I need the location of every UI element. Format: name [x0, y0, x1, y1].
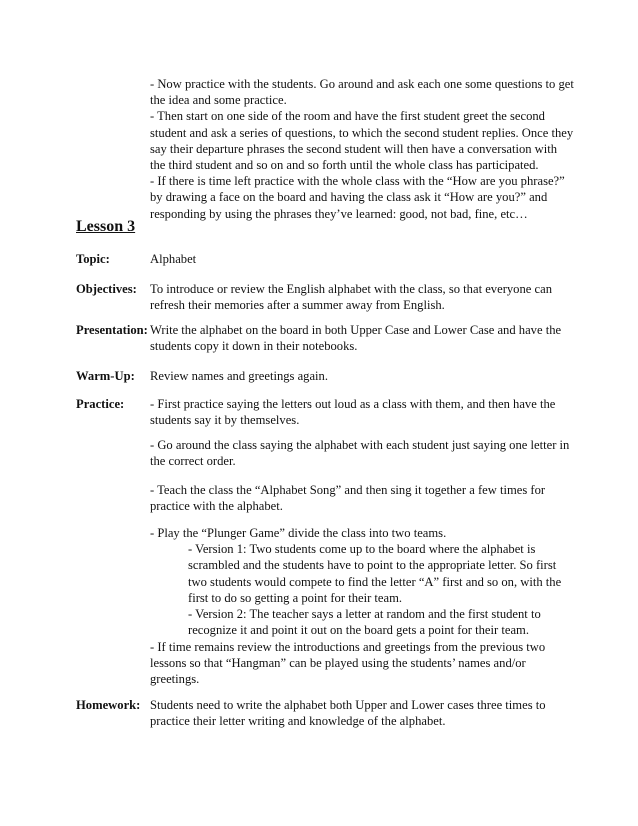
practice-paragraph-2: - Go around the class saying the alphabet with each student just saying one letter in the correct order.	[150, 438, 570, 469]
warmup-text: Review names and greetings again.	[150, 369, 329, 383]
presentation-label: Presentation:	[76, 323, 148, 337]
topic-text: Alphabet	[150, 252, 197, 266]
objectives-label: Objectives:	[76, 282, 137, 296]
intro-block	[150, 76, 575, 222]
topic-label: Topic:	[76, 252, 110, 266]
lesson-title: Lesson 3	[76, 218, 136, 235]
homework-label: Homework:	[76, 698, 141, 712]
intro-line-3: - If there is time left practice with the whole class with the “How are you phrase?” by drawing a face on the board and having the class ask it “How are you?” and responding by using the phrases they’ve learned: good, not bad, fine, etc…	[150, 174, 565, 221]
presentation-text: Write the alphabet on the board in both Upper Case and Lower Case and have the students copy it down in their notebooks.	[150, 323, 562, 354]
practice-paragraph-3: - Teach the class the “Alphabet Song” and then sing it together a few times for practice with the alphabet.	[150, 483, 546, 514]
intro-line-1: - Now practice with the students. Go around and ask each one some questions to get the idea and some practice.	[150, 77, 574, 108]
intro-line-2: - Then start on one side of the room and have the first student greet the second student and ask a series of questions, to which the second student replies. Once they say their departure phrases the second student will then have a conversation with the third student and so on and so forth until the whole class has participated.	[150, 109, 574, 173]
practice-paragraph-4	[150, 525, 575, 638]
homework-text: Students need to write the alphabet both Upper and Lower cases three times to practice their letter writing and knowledge of the alphabet.	[150, 698, 546, 729]
practice-paragraph-1: - First practice saying the letters out loud as a class with them, and then have the students say it by themselves.	[150, 397, 556, 428]
warmup-label: Warm-Up:	[76, 369, 135, 383]
practice-paragraph-5: - If time remains review the introductions and greetings from the previous two lessons so that “Hangman” can be played using the students’ names and/or greetings.	[150, 640, 546, 687]
plunger-version-1: - Version 1: Two students come up to the board where the alphabet is scrambled and the students have to point to the appropriate letter. So first two students would compete to find the letter “A” first and so on, with the first to do so getting a point for their team.	[188, 542, 562, 605]
practice-label: Practice:	[76, 397, 125, 411]
objectives-text: To introduce or review the English alphabet with the class, so that everyone can refresh their memories after a summer away from English.	[150, 282, 552, 313]
plunger-version-2: - Version 2: The teacher says a letter at random and the first student to recognize it and point it out on the board gets a point for their team.	[188, 607, 541, 638]
plunger-game-intro: - Play the “Plunger Game” divide the class into two teams.	[150, 526, 447, 540]
